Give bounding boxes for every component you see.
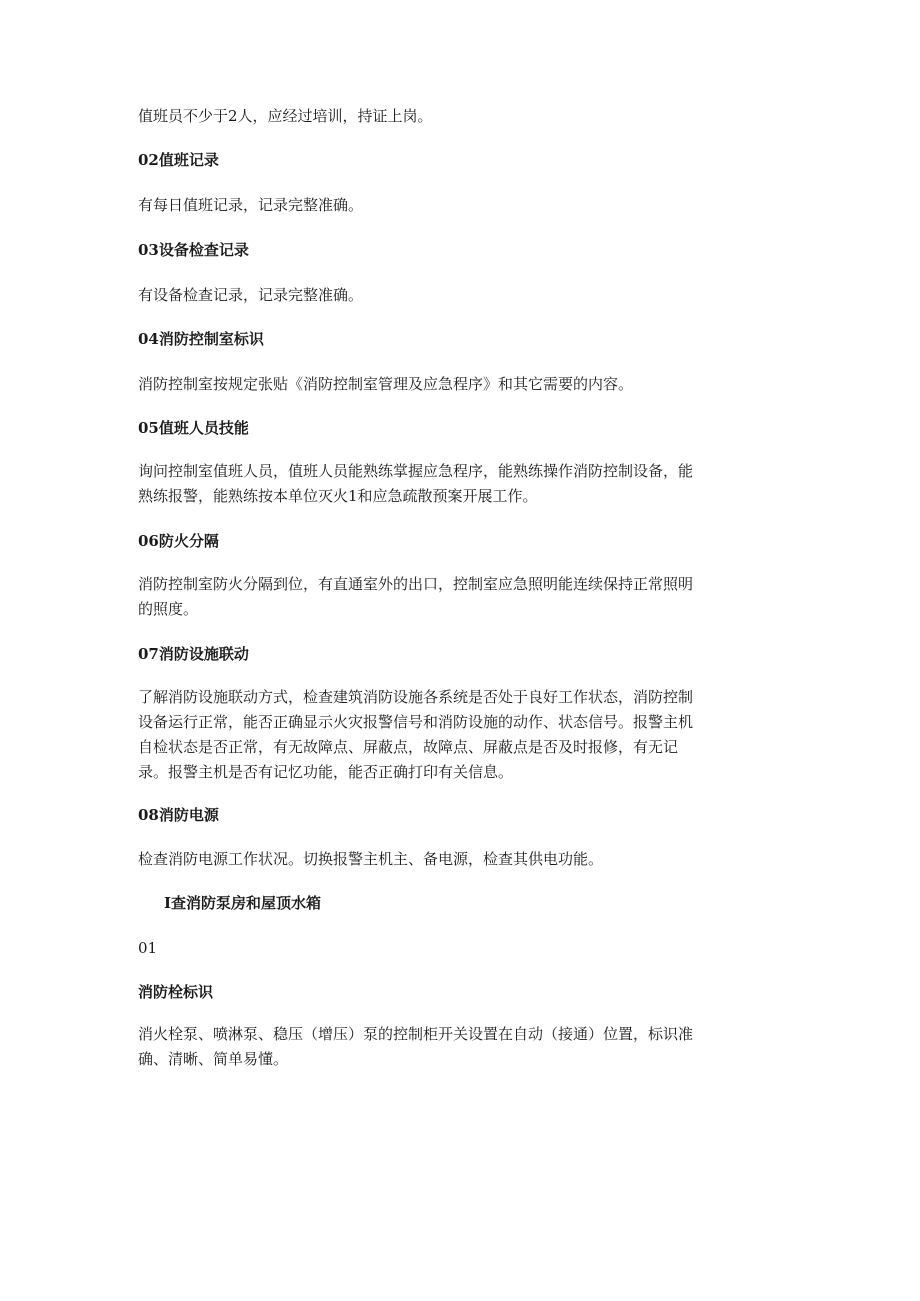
heading-staff-skills: 05值班人员技能 [138,419,249,437]
heading-equipment-check: 03设备检查记录 [138,241,249,259]
paragraph-duty-staff: 值班员不少于2人，应经过培训，持证上岗。 [138,107,433,125]
paragraph-line: 录。报警主机是否有记忆功能，能否正确打印有关信息。 [138,763,514,781]
paragraph-line: 设备运行正常，能否正确显示火灾报警信号和消防设施的动作、状态信号。报警主机 [138,713,694,731]
heading-duty-record: 02值班记录 [138,151,219,169]
paragraph-staff-skills [138,459,778,509]
paragraph-line: 了解消防设施联动方式，检查建筑消防设施各系统是否处于良好工作状态，消防控制 [138,688,694,706]
paragraph-line: 询问控制室值班人员，值班人员能熟练掌握应急程序，能熟练操作消防控制设备，能 [138,462,694,480]
paragraph-facility-linkage [138,685,778,785]
paragraph-line: 熟练报警，能熟练按本单位灭火1和应急疏散预案开展工作。 [138,487,538,505]
paragraph-line: 的照度。 [138,600,199,618]
heading-pump-room: I查消防泵房和屋顶水箱 [164,894,322,912]
paragraph-item-number: 01 [138,939,158,957]
paragraph-equipment-check: 有设备检查记录，记录完整准确。 [138,286,364,304]
heading-control-room-sign: 04消防控制室标识 [138,330,264,348]
heading-fire-power: 08消防电源 [138,806,219,824]
paragraph-hydrant-sign [138,1022,778,1072]
paragraph-fire-separation [138,572,778,622]
paragraph-duty-record: 有每日值班记录，记录完整准确。 [138,196,364,214]
heading-hydrant-sign: 消防栓标识 [138,983,214,1001]
heading-fire-separation: 06防火分隔 [138,532,219,550]
heading-facility-linkage: 07消防设施联动 [138,645,249,663]
paragraph-control-room-sign: 消防控制室按规定张贴《消防控制室管理及应急程序》和其它需要的内容。 [138,375,634,393]
paragraph-fire-power: 检查消防电源工作状况。切换报警主机主、备电源，检查其供电功能。 [138,850,604,868]
paragraph-line: 确、清晰、简单易懂。 [138,1050,289,1068]
paragraph-line: 消防控制室防火分隔到位，有直通室外的出口，控制室应急照明能连续保持正常照明 [138,575,694,593]
paragraph-line: 自检状态是否正常，有无故障点、屏蔽点，故障点、屏蔽点是否及时报修，有无记 [138,738,679,756]
paragraph-line: 消火栓泵、喷淋泵、稳压（增压）泵的控制柜开关设置在自动（接通）位置，标识准 [138,1025,694,1043]
